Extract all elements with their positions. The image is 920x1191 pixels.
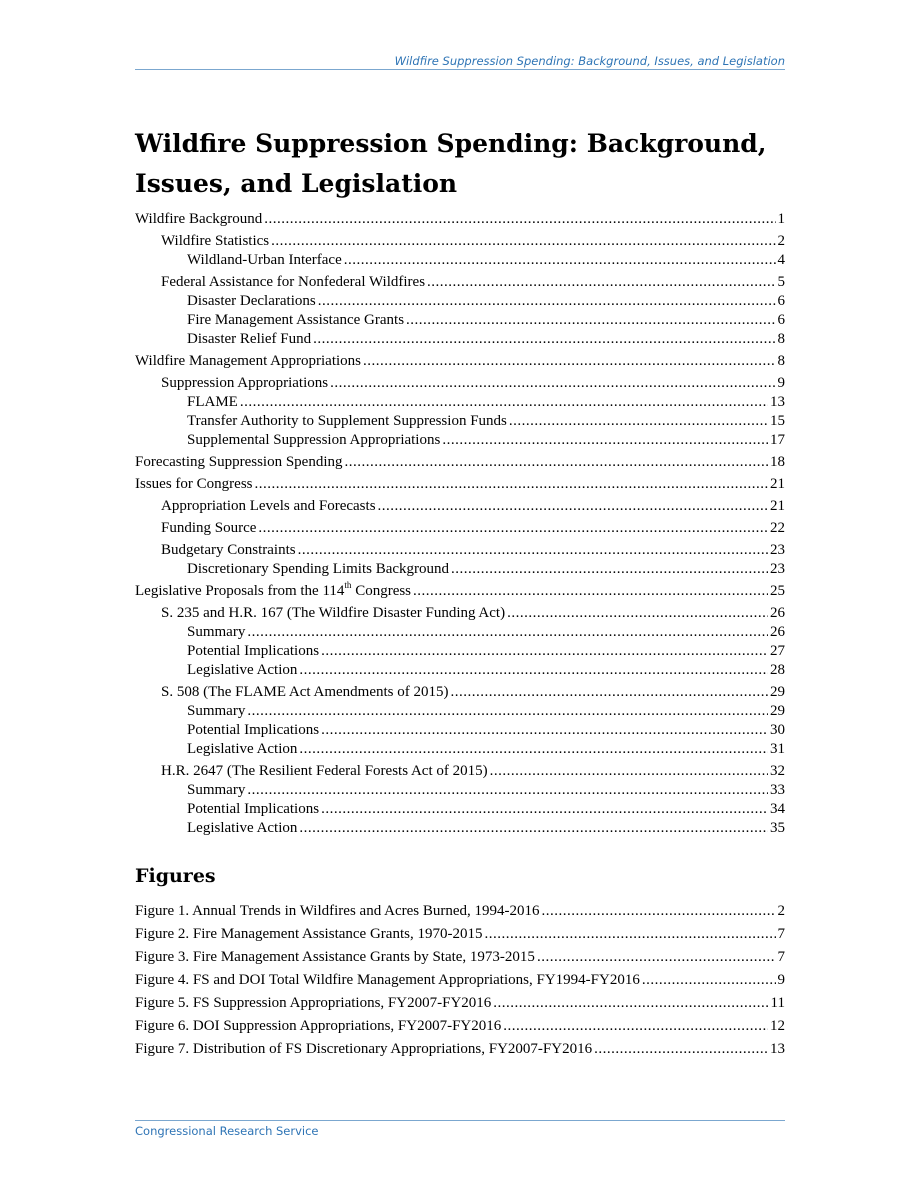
figure-entry-page-number: 7	[777, 926, 785, 942]
toc-entry-page-number: 34	[770, 801, 785, 817]
toc-entry-title	[187, 702, 245, 721]
toc-entry-title	[135, 582, 411, 601]
figures-heading: Figures	[135, 865, 216, 887]
toc-entry-title	[135, 352, 361, 371]
toc-entry-title	[187, 251, 342, 270]
toc-entry-text: S. 508 (The FLAME Act Amendments of 2015)	[161, 684, 449, 700]
toc-entry-page-number: 4	[777, 252, 785, 268]
toc-entry-page-number: 26	[770, 624, 785, 640]
toc-entry-title	[187, 642, 319, 661]
footer-divider	[135, 1120, 785, 1121]
toc-entry-page-number: 17	[770, 432, 785, 448]
toc-entry-text: Potential Implications	[187, 643, 320, 659]
toc-entry-text: Wildfire Management Appropriations	[135, 353, 362, 369]
toc-entry[interactable]	[135, 374, 785, 393]
figure-entry-text: Figure 2. Fire Management Assistance Grants, 1970-2015	[135, 926, 483, 942]
toc-entry[interactable]	[135, 330, 785, 349]
figure-entry-text: Figure 7. Distribution of FS Discretionary Appropriations, FY2007-FY2016	[135, 1041, 593, 1057]
toc-entry-suffix: Congress	[351, 583, 412, 599]
figure-entry-page-number: 2	[777, 903, 785, 919]
toc-entry-title	[187, 800, 319, 819]
toc-entry-text: Disaster Relief Fund	[187, 331, 312, 347]
toc-entry-page-number: 31	[770, 741, 785, 757]
dot-leader	[264, 210, 775, 229]
toc-entry-text: Issues for Congress	[135, 476, 253, 492]
dot-leader	[299, 740, 768, 759]
footer-text: Congressional Research Service	[135, 1124, 319, 1138]
figure-entry[interactable]	[135, 925, 785, 944]
running-header: Wildfire Suppression Spending: Background, Issues, and Legislation	[394, 54, 785, 68]
toc-entry-title	[161, 273, 425, 292]
dot-leader	[503, 1017, 768, 1036]
toc-entry-text: Federal Assistance for Nonfederal Wildfires	[161, 274, 426, 290]
toc-entry[interactable]	[135, 251, 785, 270]
toc-entry-text: Potential Implications	[187, 722, 320, 738]
header-divider	[135, 69, 785, 70]
toc-entry[interactable]	[135, 623, 785, 642]
toc-entry-text: Supplemental Suppression Appropriations	[187, 432, 441, 448]
dot-leader	[363, 352, 775, 371]
figure-entry[interactable]	[135, 1017, 785, 1036]
toc-entry-page-number: 18	[770, 454, 785, 470]
toc-entry[interactable]	[135, 453, 785, 472]
dot-leader	[450, 683, 768, 702]
toc-entry-text: H.R. 2647 (The Resilient Federal Forests Act of 2015)	[161, 763, 488, 779]
toc-entry-text: Fire Management Assistance Grants	[187, 312, 405, 328]
toc-entry-title	[187, 311, 404, 330]
toc-entry-title	[135, 475, 253, 494]
dot-leader	[493, 994, 768, 1013]
toc-entry[interactable]	[135, 683, 785, 702]
toc-entry[interactable]	[135, 273, 785, 292]
toc-entry-text: Summary	[187, 703, 246, 719]
toc-entry-title	[187, 819, 297, 838]
toc-entry-title	[187, 560, 449, 579]
dot-leader	[406, 311, 775, 330]
toc-entry-page-number: 26	[770, 605, 785, 621]
toc-entry-title	[135, 453, 343, 472]
toc-entry[interactable]	[135, 740, 785, 759]
document-title: Wildfire Suppression Spending: Background, Issues, and Legislation	[135, 129, 767, 198]
toc-entry-page-number: 9	[777, 375, 785, 391]
figure-entry[interactable]	[135, 994, 785, 1013]
toc-entry[interactable]	[135, 352, 785, 371]
dot-leader	[321, 800, 768, 819]
dot-leader	[378, 497, 768, 516]
toc-entry[interactable]	[135, 642, 785, 661]
figure-entry-title	[135, 948, 535, 967]
toc-entry-page-number: 8	[777, 353, 785, 369]
toc-entry[interactable]	[135, 412, 785, 431]
figure-entry-title	[135, 925, 482, 944]
toc-entry-page-number: 21	[770, 476, 785, 492]
toc-entry-text: Potential Implications	[187, 801, 320, 817]
toc-entry-page-number: 33	[770, 782, 785, 798]
toc-entry[interactable]	[135, 393, 785, 412]
dot-leader	[345, 453, 769, 472]
toc-entry-page-number: 32	[770, 763, 785, 779]
dot-leader	[298, 541, 768, 560]
toc-entry-text: Legislative Action	[187, 741, 298, 757]
toc-entry-title	[161, 762, 488, 781]
toc-entry[interactable]	[135, 800, 785, 819]
toc-entry-text: S. 235 and H.R. 167 (The Wildfire Disaster Funding Act)	[161, 605, 506, 621]
toc-entry-text: Wildfire Background	[135, 211, 263, 227]
toc-entry[interactable]	[135, 762, 785, 781]
dot-leader	[299, 819, 768, 838]
dot-leader	[313, 330, 775, 349]
toc-entry-text: Summary	[187, 782, 246, 798]
figure-entry-text: Figure 3. Fire Management Assistance Grants by State, 1973-2015	[135, 949, 535, 965]
figure-entry-title	[135, 1017, 501, 1036]
dot-leader	[594, 1040, 768, 1059]
toc-entry[interactable]	[135, 292, 785, 311]
toc-entry-page-number: 2	[777, 233, 785, 249]
toc-entry-text: Budgetary Constraints	[161, 542, 296, 558]
toc-entry[interactable]	[135, 497, 785, 516]
list-of-figures	[135, 902, 785, 1063]
dot-leader	[330, 374, 775, 393]
dot-leader	[484, 925, 775, 944]
toc-entry-text: Transfer Authority to Supplement Suppression Funds	[187, 413, 507, 429]
dot-leader	[271, 232, 775, 251]
toc-entry[interactable]	[135, 721, 785, 740]
toc-entry-page-number: 22	[770, 520, 785, 536]
toc-entry-title	[161, 541, 296, 560]
figure-entry-title	[135, 971, 640, 990]
toc-entry-page-number: 8	[777, 331, 785, 347]
toc-entry[interactable]	[135, 604, 785, 623]
toc-entry-page-number: 30	[770, 722, 785, 738]
toc-entry-page-number: 29	[770, 703, 785, 719]
toc-entry-page-number: 35	[770, 820, 785, 836]
dot-leader	[344, 251, 776, 270]
toc-entry-title	[135, 210, 262, 229]
dot-leader	[509, 412, 768, 431]
toc-entry-title	[187, 661, 297, 680]
toc-entry-text: Suppression Appropriations	[161, 375, 329, 391]
toc-entry-text: Discretionary Spending Limits Background	[187, 561, 450, 577]
toc-entry[interactable]	[135, 819, 785, 838]
figure-entry[interactable]	[135, 948, 785, 967]
toc-entry[interactable]	[135, 582, 785, 601]
toc-entry-text: Wildfire Statistics	[161, 233, 270, 249]
toc-entry[interactable]	[135, 232, 785, 251]
toc-entry-text: Forecasting Suppression Spending	[135, 454, 343, 470]
toc-entry-text: Disaster Declarations	[187, 293, 316, 309]
toc-entry-title	[161, 232, 269, 251]
dot-leader	[247, 623, 768, 642]
toc-entry[interactable]	[135, 210, 785, 229]
toc-entry-page-number: 21	[770, 498, 785, 514]
toc-entry-page-number: 29	[770, 684, 785, 700]
dot-leader	[451, 560, 768, 579]
figure-entry-text: Figure 1. Annual Trends in Wildfires and Acres Burned, 1994-2016	[135, 903, 540, 919]
toc-entry-title	[187, 412, 507, 431]
dot-leader	[247, 702, 768, 721]
figure-entry-text: Figure 6. DOI Suppression Appropriations, FY2007-FY2016	[135, 1018, 502, 1034]
table-of-contents	[135, 210, 785, 838]
figure-entry-page-number: 11	[770, 995, 785, 1011]
toc-entry-title	[187, 740, 297, 759]
dot-leader	[321, 642, 768, 661]
dot-leader	[413, 582, 768, 601]
toc-entry-text: Wildland-Urban Interface	[187, 252, 342, 268]
toc-entry-text: Summary	[187, 624, 246, 640]
toc-entry[interactable]	[135, 519, 785, 538]
toc-entry-text: Appropriation Levels and Forecasts	[161, 498, 376, 514]
toc-entry-superscript: th	[344, 580, 352, 590]
toc-entry[interactable]	[135, 541, 785, 560]
figure-entry-text: Figure 5. FS Suppression Appropriations, FY2007-FY2016	[135, 995, 492, 1011]
dot-leader	[247, 781, 768, 800]
toc-entry-title	[187, 721, 319, 740]
dot-leader	[240, 393, 768, 412]
toc-entry-text: Funding Source	[161, 520, 257, 536]
dot-leader	[542, 902, 776, 921]
toc-entry-page-number: 13	[770, 394, 785, 410]
toc-entry[interactable]	[135, 781, 785, 800]
figure-entry-text: Figure 4. FS and DOI Total Wildfire Management Appropriations, FY1994-FY2016	[135, 972, 640, 988]
figure-entry-page-number: 7	[777, 949, 785, 965]
figure-entry[interactable]	[135, 971, 785, 990]
figure-entry-page-number: 13	[770, 1041, 785, 1057]
dot-leader	[490, 762, 768, 781]
toc-entry-page-number: 25	[770, 583, 785, 599]
toc-entry-title	[187, 431, 440, 450]
toc-entry[interactable]	[135, 311, 785, 330]
figure-entry-page-number: 12	[770, 1018, 785, 1034]
dot-leader	[427, 273, 775, 292]
toc-entry-title	[161, 374, 328, 393]
dot-leader	[537, 948, 776, 967]
toc-entry-title	[187, 292, 316, 311]
toc-entry-title	[187, 330, 311, 349]
figure-entry[interactable]	[135, 902, 785, 921]
dot-leader	[442, 431, 768, 450]
figure-entry-page-number: 9	[777, 972, 785, 988]
toc-entry-text: Legislative Action	[187, 820, 298, 836]
toc-entry[interactable]	[135, 661, 785, 680]
dot-leader	[321, 721, 768, 740]
toc-entry-title	[187, 623, 245, 642]
figure-entry-title	[135, 1040, 592, 1059]
toc-entry-page-number: 27	[770, 643, 785, 659]
toc-entry-text: FLAME	[187, 394, 238, 410]
toc-entry-page-number: 23	[770, 561, 785, 577]
dot-leader	[299, 661, 768, 680]
dot-leader	[258, 519, 768, 538]
toc-entry-title	[161, 497, 376, 516]
toc-entry-text: Legislative Action	[187, 662, 298, 678]
toc-entry-page-number: 5	[777, 274, 785, 290]
toc-entry-title	[187, 393, 238, 412]
dot-leader	[642, 971, 776, 990]
figure-entry-title	[135, 994, 491, 1013]
toc-entry-page-number: 1	[777, 211, 785, 227]
figure-entry[interactable]	[135, 1040, 785, 1059]
dot-leader	[507, 604, 768, 623]
toc-entry-page-number: 15	[770, 413, 785, 429]
toc-entry-page-number: 6	[777, 312, 785, 328]
toc-entry[interactable]	[135, 560, 785, 579]
toc-entry-page-number: 28	[770, 662, 785, 678]
dot-leader	[255, 475, 769, 494]
toc-entry-title	[161, 519, 256, 538]
toc-entry[interactable]	[135, 431, 785, 450]
dot-leader	[318, 292, 776, 311]
toc-entry-title	[161, 683, 448, 702]
toc-entry-title	[187, 781, 245, 800]
toc-entry-title	[161, 604, 505, 623]
toc-entry[interactable]	[135, 475, 785, 494]
toc-entry[interactable]	[135, 702, 785, 721]
toc-entry-page-number: 6	[777, 293, 785, 309]
toc-entry-page-number: 23	[770, 542, 785, 558]
toc-entry-text: Legislative Proposals from the 114	[135, 583, 345, 599]
figure-entry-title	[135, 902, 540, 921]
